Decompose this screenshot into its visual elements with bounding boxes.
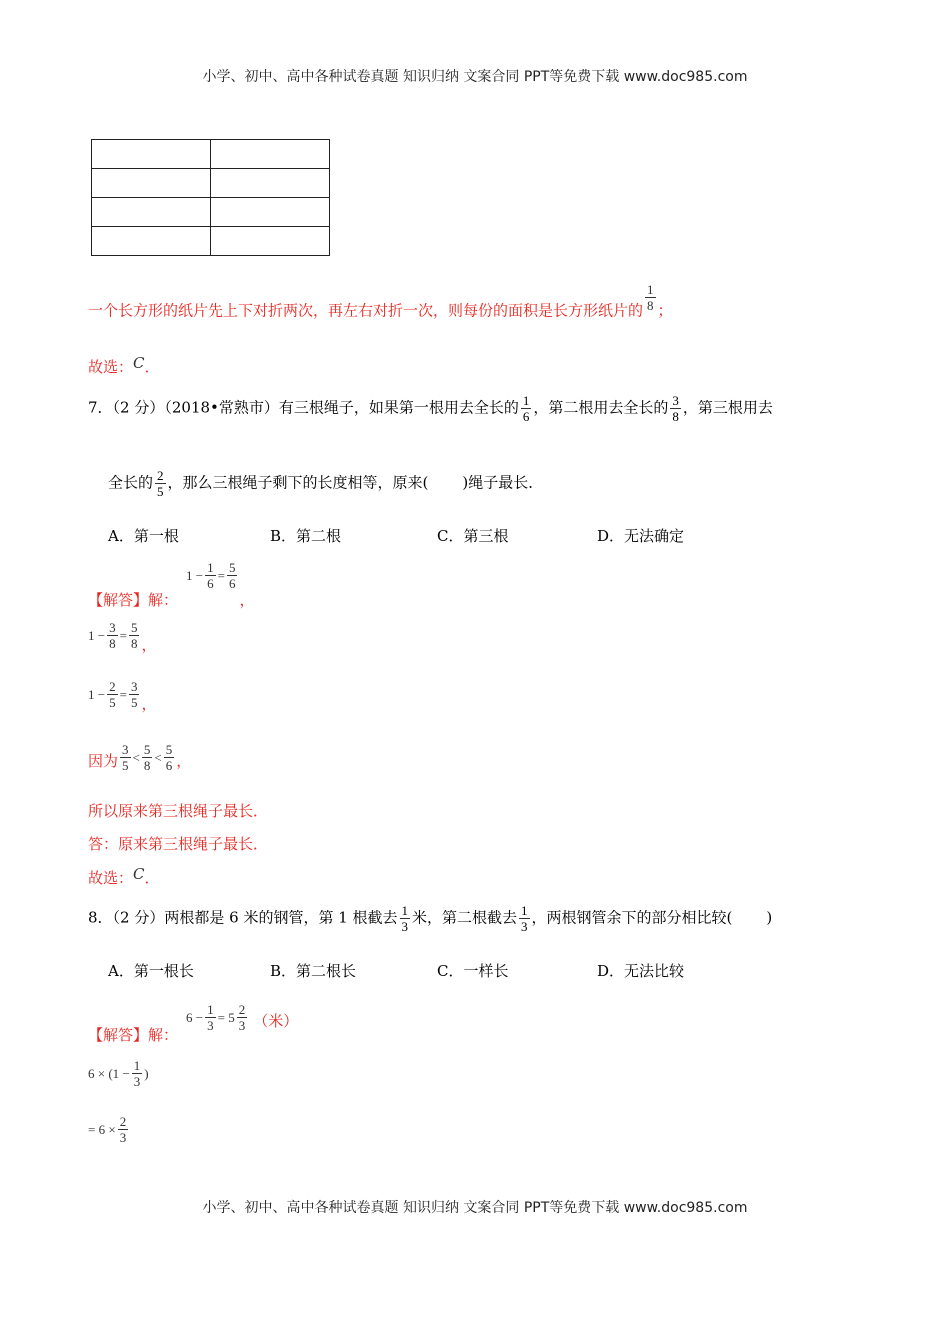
fraction: $\frac{5}{6}$ — [228, 560, 236, 591]
fraction: $\frac{1}{8}$ — [647, 282, 654, 313]
q7-option-d: D．无法确定 — [597, 527, 685, 545]
question-8-line1: 8．（2 分）两根都是 6 米的钢管，第 1 根截去 $\frac{1}{3}$ 米，第二根截去 $\frac{1}{3}$ ，两根钢管余下的部分相比较( ) — [88, 903, 773, 934]
q7-conclusion: 所以原来第三根绳子最长． — [88, 802, 269, 820]
q8-option-d: D．无法比较 — [597, 962, 685, 980]
fraction: $\frac{3}{8}$ — [109, 620, 116, 651]
fraction: $\frac{3}{5}$ — [122, 742, 129, 773]
q8-option-b: B．第二根长 — [270, 962, 357, 980]
fraction: $\frac{1}{6}$ — [522, 393, 530, 424]
equation: 6 − $\frac{1}{3}$ = 5 $\frac{2}{3}$ — [186, 1002, 246, 1033]
q7-option-c: C．第三根 — [437, 527, 509, 545]
equation: 6 × (1 − $\frac{1}{3}$ ) — [88, 1058, 149, 1089]
fraction: $\frac{1}{3}$ — [133, 1058, 141, 1089]
q7-choice: 故选：C． — [88, 865, 160, 887]
fraction: $\frac{1}{3}$ — [207, 1002, 214, 1033]
q7-option-a: A．第一根 — [108, 527, 179, 545]
q8-option-a: A．第一根长 — [108, 962, 194, 980]
grid-cell — [92, 169, 211, 198]
grid-cell — [92, 227, 211, 256]
fraction: $\frac{1}{3}$ — [521, 903, 528, 934]
grid-cell — [211, 198, 330, 227]
fraction: $\frac{2}{3}$ — [238, 1002, 246, 1033]
q7-option-b: B．第二根 — [270, 527, 342, 545]
fraction: $\frac{1}{6}$ — [207, 560, 214, 591]
prev-choice: 故选：C． — [88, 354, 160, 376]
q7-answer: 答：原来第三根绳子最长． — [88, 835, 269, 853]
grid-cell — [92, 140, 211, 169]
fraction: $\frac{2}{3}$ — [119, 1114, 127, 1145]
page-header: 小学、初中、高中各种试卷真题 知识归纳 文案合同 PPT等免费下载 www.doc985.com — [202, 69, 748, 85]
prev-solution-text: 一个长方形的纸片先上下对折两次，再左右对折一次，则每份的面积是长方形纸片的 $\frac{1}{8}$ ； — [88, 282, 673, 320]
q7-solution-line1: 【解答】解： 1 − $\frac{1}{6}$ = $\frac{5}{6}$ ， — [88, 560, 255, 609]
grid-cell — [211, 169, 330, 198]
q8-solution-line1: 【解答】解： 6 − $\frac{1}{3}$ = 5 $\frac{2}{3}$ （米） — [88, 1002, 299, 1044]
equation: = 6 × $\frac{2}{3}$ — [88, 1114, 127, 1145]
equation: 1 − $\frac{1}{6}$ = $\frac{5}{6}$ — [186, 560, 236, 591]
fraction: $\frac{3}{5}$ — [130, 679, 138, 710]
fraction: $\frac{2}{5}$ — [157, 468, 164, 499]
q8-option-c: C．一样长 — [437, 962, 509, 980]
fraction: $\frac{2}{5}$ — [109, 679, 116, 710]
fraction: $\frac{5}{6}$ — [165, 742, 173, 773]
grid-cell — [211, 140, 330, 169]
fraction: $\frac{5}{8}$ — [130, 620, 138, 651]
grid-table — [91, 139, 330, 256]
page-footer: 小学、初中、高中各种试卷真题 知识归纳 文案合同 PPT等免费下载 www.doc985.com — [202, 1200, 748, 1216]
q8-solution-line2 — [88, 1058, 149, 1089]
inequality: $\frac{3}{5}$ < $\frac{5}{8}$ < $\frac{5}{6}$ — [122, 742, 173, 773]
fraction: $\frac{1}{3}$ — [401, 903, 409, 934]
grid-cell — [92, 198, 211, 227]
equation: 1 − $\frac{2}{5}$ = $\frac{3}{5}$ — [88, 679, 138, 710]
fraction: $\frac{3}{8}$ — [672, 393, 679, 424]
question-7-line2: 全长的 $\frac{2}{5}$ ，那么三根绳子剩下的长度相等，原来( )绳子最长． — [108, 468, 544, 499]
equation: 1 − $\frac{3}{8}$ = $\frac{5}{8}$ — [88, 620, 138, 651]
q7-solution-compare: 因为 $\frac{3}{5}$ < $\frac{5}{8}$ < $\frac{5}{6}$ ， — [88, 742, 192, 773]
q7-solution-line2: 1 − $\frac{3}{8}$ = $\frac{5}{8}$ ， — [88, 620, 157, 654]
fraction: $\frac{5}{8}$ — [143, 742, 151, 773]
q7-solution-line3: 1 − $\frac{2}{5}$ = $\frac{3}{5}$ ， — [88, 679, 157, 713]
grid-cell — [211, 227, 330, 256]
question-7-line1: 7．（2 分）（2018•常熟市）有三根绳子，如果第一根用去全长的 $\frac{1}{6}$ ，第二根用去全长的 $\frac{3}{8}$ ，第三根用去 — [88, 393, 773, 424]
q8-solution-line3 — [88, 1114, 130, 1145]
